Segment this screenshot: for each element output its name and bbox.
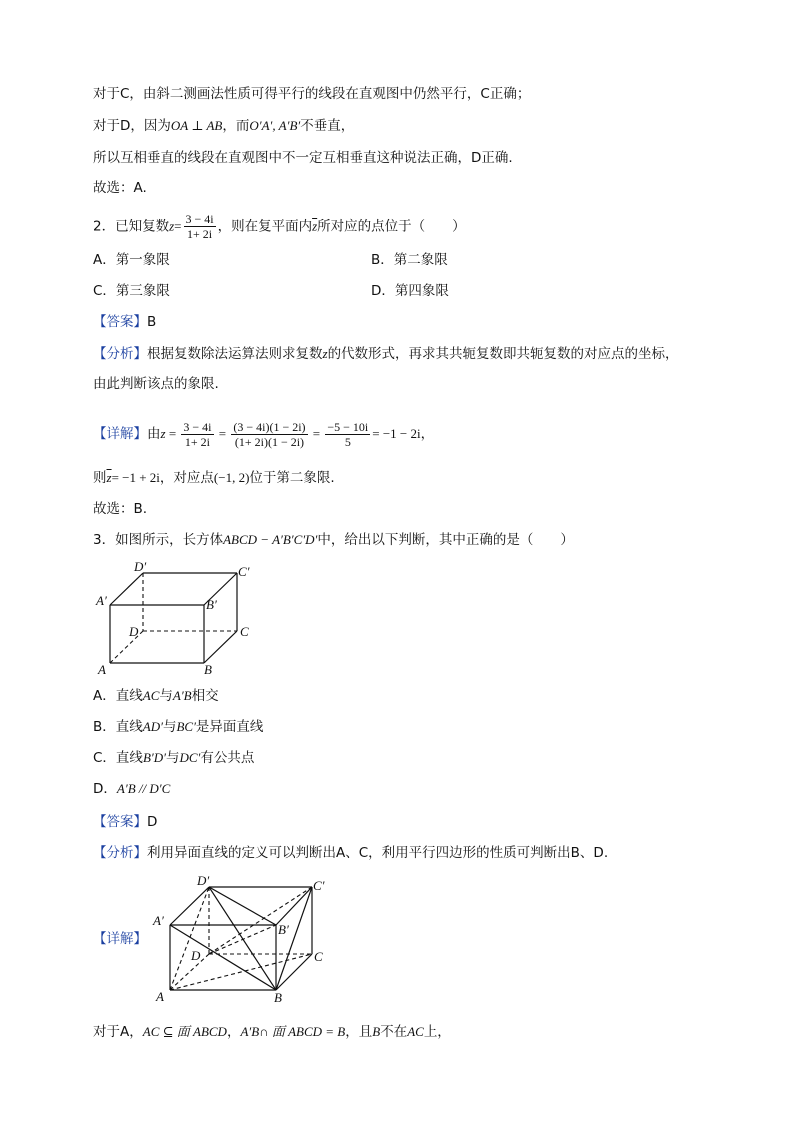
l2-pre: 对于D，因为 (93, 118, 171, 134)
q3-pre: 3．如图所示，长方体 (93, 532, 224, 548)
q3-option-d (93, 779, 170, 799)
text-line-3: 所以互相垂直的线段在直观图中不一定互相垂直这种说法正确，D正确. (93, 150, 513, 166)
q3-answer-value: D (147, 814, 158, 830)
q3-detail-tag: 【详解】 (93, 931, 147, 947)
fig2-label-c: C (314, 949, 323, 964)
q2-stem (93, 212, 466, 241)
q2-zbar: $\overline{z}$ (312, 218, 318, 234)
l2-post: 不垂直， (300, 118, 355, 134)
fig1-label-c-prime: C′ (238, 564, 250, 579)
q2-then-post: 位于第二象限. (249, 470, 335, 486)
fig1-label-a: A (98, 662, 106, 677)
fig2-label-d: D (191, 948, 201, 963)
q2-analysis-1: 根据复数除法运算法则求复数 (147, 346, 323, 362)
q3-opt-a-m1: AC (142, 688, 160, 703)
q2-option-c: C．第三象限 (93, 283, 170, 299)
q2-answer-tag: 【答案】 (93, 314, 147, 330)
q3-opt-c-pre: C．直线 (93, 750, 143, 766)
q3-opt-a-mid: 与 (159, 688, 173, 704)
q2-option-d: D．第四象限 (371, 283, 449, 299)
q2-detail-result: = −1 − 2i (372, 426, 421, 441)
cuboid-detail-figure (150, 873, 335, 1008)
q2-frac-num: 3 − 4i (185, 212, 214, 226)
fig1-label-d: D (129, 624, 139, 639)
q2-post2: 所对应的点位于（ ） (317, 218, 466, 235)
q3-opt-c-m1: B′D′ (142, 750, 166, 765)
fig2-label-a-prime: A′ (153, 913, 164, 928)
q3-last-m2: A′B∩ 面 ABCD = B (240, 1024, 346, 1039)
q3-last-sep: ， (226, 1024, 241, 1040)
fig1-label-a-prime: A′ (96, 593, 107, 608)
q3-last-mid: ，且 (345, 1024, 373, 1040)
fig1-label-c: C (240, 624, 249, 639)
q2-analysis-z: z (322, 346, 328, 361)
q3-opt-b-mid: 与 (162, 719, 177, 735)
fig2-label-d-prime: D′ (197, 873, 210, 888)
fig1-label-d-prime: D′ (134, 560, 147, 574)
q3-option-c (93, 748, 254, 768)
cuboid-figure (92, 560, 262, 680)
fig2-label-b-prime: B′ (278, 922, 289, 937)
q2-analysis-2: 的代数形式，再求其共轭复数即共轭复数的对应点的坐标， (327, 346, 679, 362)
q2-z: z (169, 218, 175, 234)
q2-detail-f3-num: −5 − 10i (327, 419, 369, 434)
q2-then (93, 468, 335, 488)
q3-last-m4: AC (407, 1024, 424, 1039)
q2-then-mid: ，对应点 (159, 470, 214, 486)
q3-post: 中，给出以下判断，其中正确的是（ ） (317, 532, 574, 548)
text-line-1: 对于C，由斜二测画法性质可得平行的线段在直观图中仍然平行，C正确； (93, 86, 531, 102)
text-line-4: 故选：A. (93, 180, 147, 196)
q3-last-post: 上， (423, 1024, 451, 1040)
l2-math-2: O′A′, A′B′ (249, 118, 301, 133)
q3-opt-b-m2: BC′ (176, 719, 196, 734)
q3-opt-d-pre: D． (93, 781, 117, 797)
q3-last-pre: 对于A， (93, 1024, 143, 1040)
q3-solid: ABCD − A′B′C′D′ (223, 532, 318, 547)
q2-frac-den: 1+ 2i (187, 227, 213, 241)
q3-option-a (93, 686, 219, 706)
text-line-2 (93, 116, 354, 136)
q3-opt-b-m1: AD′ (142, 719, 163, 734)
fig2-label-b: B (274, 990, 282, 1005)
fig1-label-b: B (204, 662, 212, 677)
q3-last-m1: AC ⊆ 面 ABCD (142, 1024, 227, 1039)
q2-detail: 【详解】由z = $\frac{3 - 4i}{1+ 2i}$ = $\frac{(3 - 4i)(1 - 2i)}{(1+ 2i)(1 - 2i)}$ = $\frac{-5 - 10i}{5}$ = −1 − 2i， (93, 419, 435, 449)
fig2-label-c-prime: C′ (313, 878, 325, 893)
q2-detail-z: z (160, 426, 166, 441)
q2-then-point: (−1, 2) (213, 470, 250, 485)
q3-analysis-tag: 【分析】 (93, 845, 147, 861)
q2-analysis-tag: 【分析】 (93, 346, 147, 362)
q2-fraction (184, 212, 216, 241)
q3-detail (93, 929, 147, 949)
q3-opt-a-post: 相交 (191, 688, 219, 704)
q2-detail-frac-1 (181, 420, 213, 449)
q2-detail-f2-num: (3 − 4i)(1 − 2i) (233, 419, 306, 434)
q2-analysis-cont: 由此判断该点的象限. (93, 376, 219, 392)
q2-answer (93, 312, 156, 332)
q3-opt-c-m2: DC′ (179, 750, 201, 765)
q3-opt-c-mid: 与 (165, 750, 180, 766)
fig2-label-a: A (156, 989, 164, 1004)
q2-detail-f1-den: 1+ 2i (184, 434, 211, 449)
q3-opt-c-post: 有公共点 (200, 750, 255, 766)
q2-detail-pre: 由 (147, 426, 161, 442)
q3-option-b (93, 717, 263, 737)
q3-last-mid2: 不在 (380, 1024, 408, 1040)
q3-stem (93, 530, 574, 550)
q3-opt-a-pre: A．直线 (93, 688, 143, 704)
q2-then-eq: = −1 + 2i (111, 470, 160, 485)
q2-pre: 2．已知复数 (93, 218, 170, 235)
fig1-label-b-prime: B′ (206, 597, 217, 612)
q3-opt-b-post: 是异面直线 (195, 719, 264, 735)
q2-detail-tag: 【详解】 (93, 426, 147, 442)
q3-detail-line (93, 1022, 451, 1042)
q3-answer (93, 812, 157, 832)
q2-detail-f3-den: 5 (344, 434, 351, 449)
q2-option-a: A．第一象限 (93, 252, 170, 268)
q2-detail-frac-2 (231, 420, 307, 449)
q2-analysis (93, 344, 679, 364)
q2-detail-f2-den: (1+ 2i)(1 − 2i) (234, 434, 305, 449)
q3-last-m3: B (372, 1024, 381, 1039)
q2-option-b: B．第二象限 (371, 252, 448, 268)
q2-eq: = (174, 218, 182, 234)
q2-detail-f1-num: 3 − 4i (183, 419, 212, 434)
q2-choose: 故选：B. (93, 501, 148, 517)
l2-mid: ，而 (222, 118, 250, 134)
q3-opt-d-m: A′B // D′C (116, 781, 171, 796)
q3-opt-a-m2: A′B (172, 688, 192, 703)
q3-analysis (93, 843, 608, 863)
q2-answer-value: B (147, 314, 157, 330)
q3-opt-b-pre: B．直线 (93, 719, 143, 735)
q2-then-pre: 则 (93, 470, 107, 486)
q2-post1: ，则在复平面内 (217, 218, 313, 235)
q2-detail-end: ， (420, 426, 435, 442)
l2-math-1: OA ⊥ AB (170, 118, 223, 133)
q3-answer-tag: 【答案】 (93, 814, 147, 830)
q2-then-zbar: $\overline{z}$ (106, 470, 112, 485)
q2-detail-frac-3 (325, 420, 370, 449)
q3-analysis-text: 利用异面直线的定义可以判断出A、C，利用平行四边形的性质可判断出B、D. (147, 845, 609, 861)
